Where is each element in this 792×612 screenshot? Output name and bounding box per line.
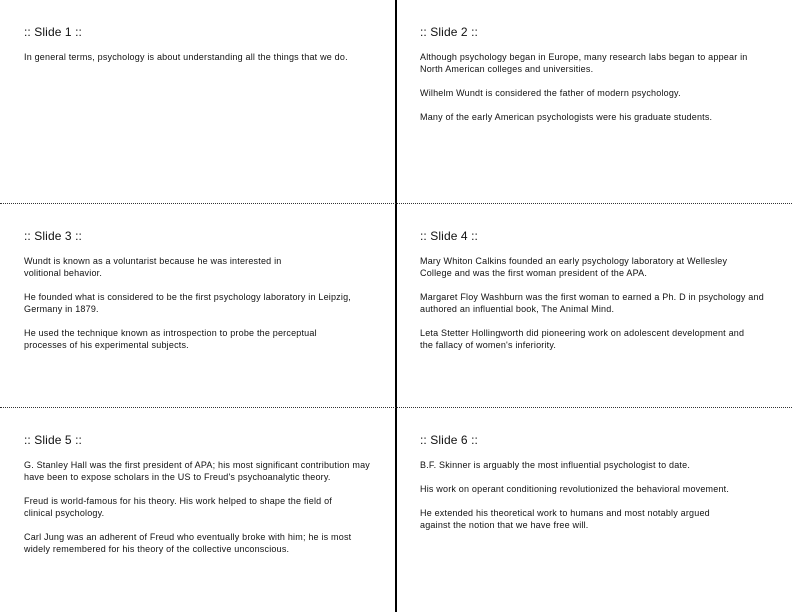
slide-2 [420, 25, 765, 135]
slide-6 [420, 433, 770, 543]
slide-paragraph: Mary Whiton Calkins founded an early psychology laboratory at Wellesley College and was the first woman president of the APA. [420, 256, 728, 278]
slide-title: :: Slide 3 :: [24, 229, 82, 243]
slide-3 [24, 229, 379, 363]
slide-paragraph: He used the technique known as introspection to probe the perceptual processes of his experimental subjects. [24, 328, 317, 350]
slide-paragraph: Freud is world-famous for his theory. His work helped to shape the field of clinical psychology. [24, 496, 332, 518]
vertical-divider [395, 0, 397, 612]
slide-title: :: Slide 4 :: [420, 229, 478, 243]
slide-paragraph: Many of the early American psychologists were his graduate students. [420, 112, 713, 122]
slide-paragraph: B.F. Skinner is arguably the most influential psychologist to date. [420, 460, 691, 470]
slide-paragraph: In general terms, psychology is about understanding all the things that we do. [24, 52, 348, 62]
slide-1 [24, 25, 384, 75]
slide-title: :: Slide 2 :: [420, 25, 478, 39]
slide-paragraph: His work on operant conditioning revolutionized the behavioral movement. [420, 484, 730, 494]
slide-paragraph: Margaret Floy Washburn was the first woman to earned a Ph. D in psychology and authored an influential book, The Animal Mind. [420, 292, 764, 314]
slide-paragraph: He founded what is considered to be the first psychology laboratory in Leipzig, Germany in 1879. [24, 292, 351, 314]
slide-5 [24, 433, 376, 567]
horizontal-divider-bottom [0, 407, 792, 408]
slide-4 [420, 229, 770, 363]
slide-paragraph: Carl Jung was an adherent of Freud who eventually broke with him; he is most widely remembered for his theory of the collective unconscious. [24, 532, 352, 554]
slide-paragraph: Wundt is known as a voluntarist because he was interested in volitional behavior. [24, 256, 282, 278]
horizontal-divider-top [0, 203, 792, 204]
slide-paragraph: G. Stanley Hall was the first president of APA; his most significant contribution may have been to expose scholars in the US to Freud's psychoanalytic theory. [24, 460, 370, 482]
slide-title: :: Slide 1 :: [24, 25, 82, 39]
slide-title: :: Slide 6 :: [420, 433, 478, 447]
slide-paragraph: Leta Stetter Hollingworth did pioneering work on adolescent development and the fallacy of women's inferiority. [420, 328, 745, 350]
slide-paragraph: Wilhelm Wundt is considered the father of modern psychology. [420, 88, 681, 98]
slide-paragraph: Although psychology began in Europe, many research labs began to appear in North American colleges and universities. [420, 52, 748, 74]
slide-paragraph: He extended his theoretical work to humans and most notably argued against the notion that we have free will. [420, 508, 710, 530]
slide-title: :: Slide 5 :: [24, 433, 82, 447]
